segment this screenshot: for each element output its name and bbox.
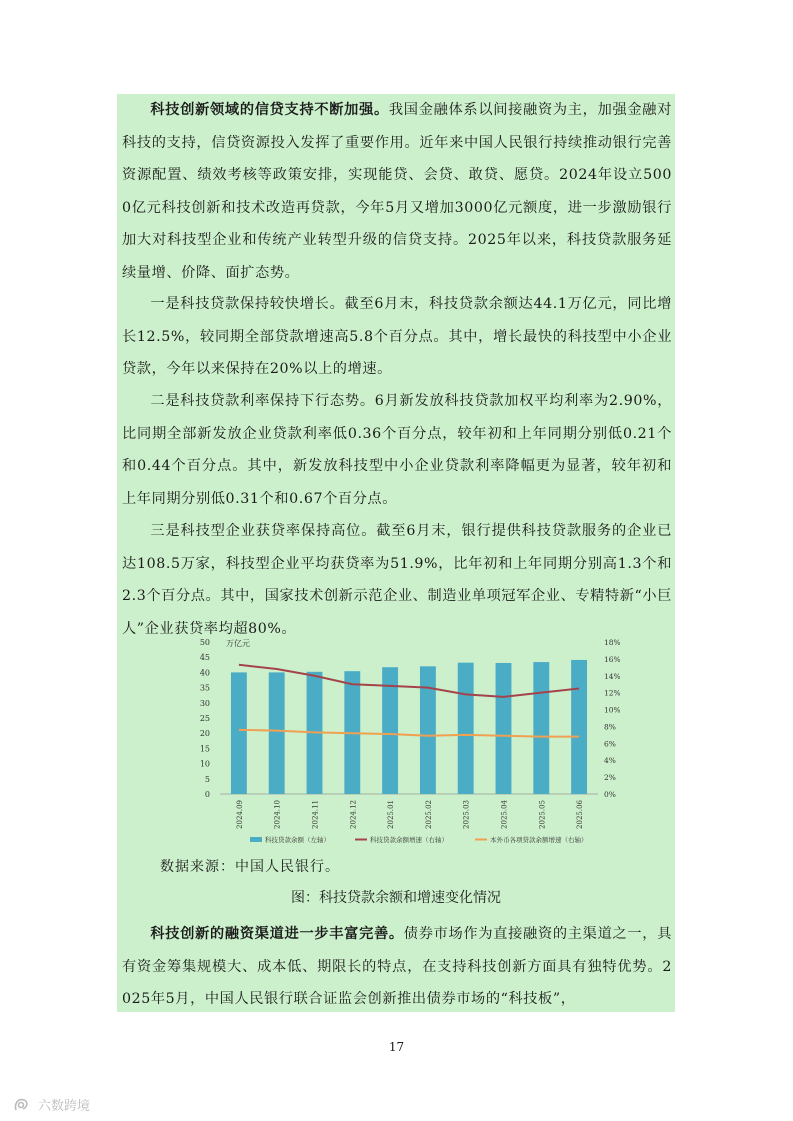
paragraph-1-lead: 科技创新领域的信贷支持不断加强。 [150,102,389,118]
y-right-tick-label: 18% [604,638,620,647]
y-left-tick-label: 10 [199,759,210,769]
y-left-tick-label: 5 [204,774,210,784]
legend-label: 本外币各项贷款余额增速（右轴） [490,836,588,844]
y-left-tick-label: 25 [199,714,210,723]
y-left-tick-label: 15 [199,744,210,754]
paragraph-5 [122,918,672,1016]
y-right-tick-label: 14% [604,671,620,681]
watermark-text: 六数跨境 [38,1099,91,1114]
watermark-logo [12,1094,122,1116]
y-left-unit-label: 万亿元 [226,639,250,648]
y-left-tick-label: 0 [204,790,210,799]
y-left-tick-label: 30 [199,698,210,708]
page-number: 17 [388,1040,405,1054]
paragraph-1 [122,94,672,289]
bar-loan-balance [533,662,549,794]
x-tick-label: 2024.12 [349,800,358,829]
bar-loan-balance [420,666,436,794]
legend-label: 科技贷款余额（左轴） [265,836,330,844]
y-left-tick-label: 20 [199,729,210,739]
y-right-tick-label: 4% [604,756,616,766]
bar-loan-balance [571,660,587,794]
legend-swatch-bar [250,837,262,842]
x-tick-label: 2024.11 [311,800,320,829]
line-all-loan-growth [239,730,579,737]
figure-title: 图：科技贷款余额和增速变化情况 [291,890,501,906]
paragraph-5-body: 债券市场作为直接融资的主渠道之一，具有资金筹集规模大、成本低、期限长的特点，在支持科技创新方面具有独特优势。2025年5月，中国人民银行联合证监会创新推出债券市场的“科技板”， [122,926,672,1007]
x-tick-label: 2024.09 [235,800,244,829]
y-left-tick-label: 40 [199,668,210,678]
x-tick-label: 2024.10 [273,800,282,829]
y-right-tick-label: 8% [604,722,616,732]
source-note: 数据来源：中国人民银行。 [160,859,340,875]
y-right-tick-label: 12% [604,688,620,698]
x-tick-label: 2025.04 [500,800,509,829]
y-left-tick-label: 50 [199,638,210,647]
loan-chart [190,628,620,854]
paragraph-3: 二是科技贷款利率保持下行态势。6月新发放科技贷款加权平均利率为2.90%，比同期全部新发放企业贷款利率低0.36个百分点，较年初和上年同期分别低0.21个和0.44个百分点。其中，新发放科技型中小企业贷款利率降幅更为显著，较年初和上年同期分别低0.31个和0.67个百分点。 [122,393,672,507]
x-tick-label: 2025.06 [576,800,585,829]
legend-label: 科技贷款余额增速（右轴） [370,836,448,844]
watermark-icon [15,1100,26,1110]
paragraph-4: 三是科技型企业获贷率保持高位。截至6月末，银行提供科技贷款服务的企业已达108.5万家，科技型企业平均获贷率为51.9%，比年初和上年同期分别高1.3个和2.3个百分点。其中，国家技术创新示范企业、制造业单项冠军企业、专精特新“小巨人”企业获贷率均超80%。 [122,523,672,637]
bar-loan-balance [231,672,247,794]
y-right-tick-label: 2% [604,773,616,783]
line-tech-loan-growth [239,665,579,697]
y-left-tick-label: 45 [199,653,210,663]
y-right-tick-label: 16% [604,654,620,664]
paragraph-2: 一是科技贷款保持较快增长。截至6月末，科技贷款余额达44.1万亿元，同比增长12.5%，较同期全部贷款增速高5.8个百分点。其中，增长最快的科技型中小企业贷款，今年以来保持在20%以上的增速。 [122,296,672,377]
x-tick-label: 2025.01 [387,800,396,829]
paragraph-1-body: 我国金融体系以间接融资为主，加强金融对科技的支持，信贷资源投入发挥了重要作用。近年来中国人民银行持续推动银行完善资源配置、绩效考核等政策安排，实现能贷、会贷、敢贷、愿贷。2024年设立5000亿元科技创新和技术改造再贷款，今年5月又增加3000亿元额度，进一步激励银行加大对科技型企业和传统产业转型升级的信贷支持。2025年以来，科技贷款服务延续量增、价降、面扩态势。 [122,102,672,281]
bar-loan-balance [458,663,474,794]
chart-svg [190,628,620,854]
y-right-tick-label: 0% [604,790,616,799]
y-right-tick-label: 10% [604,705,620,715]
y-right-tick-label: 6% [604,739,616,749]
paragraph-5-lead: 科技创新的融资渠道进一步丰富完善。 [150,926,404,942]
x-tick-label: 2025.02 [424,800,433,829]
x-tick-label: 2025.03 [462,800,471,829]
bar-loan-balance [496,663,512,794]
bar-loan-balance [269,672,285,794]
y-left-tick-label: 35 [199,683,210,693]
x-tick-label: 2025.05 [538,800,547,829]
